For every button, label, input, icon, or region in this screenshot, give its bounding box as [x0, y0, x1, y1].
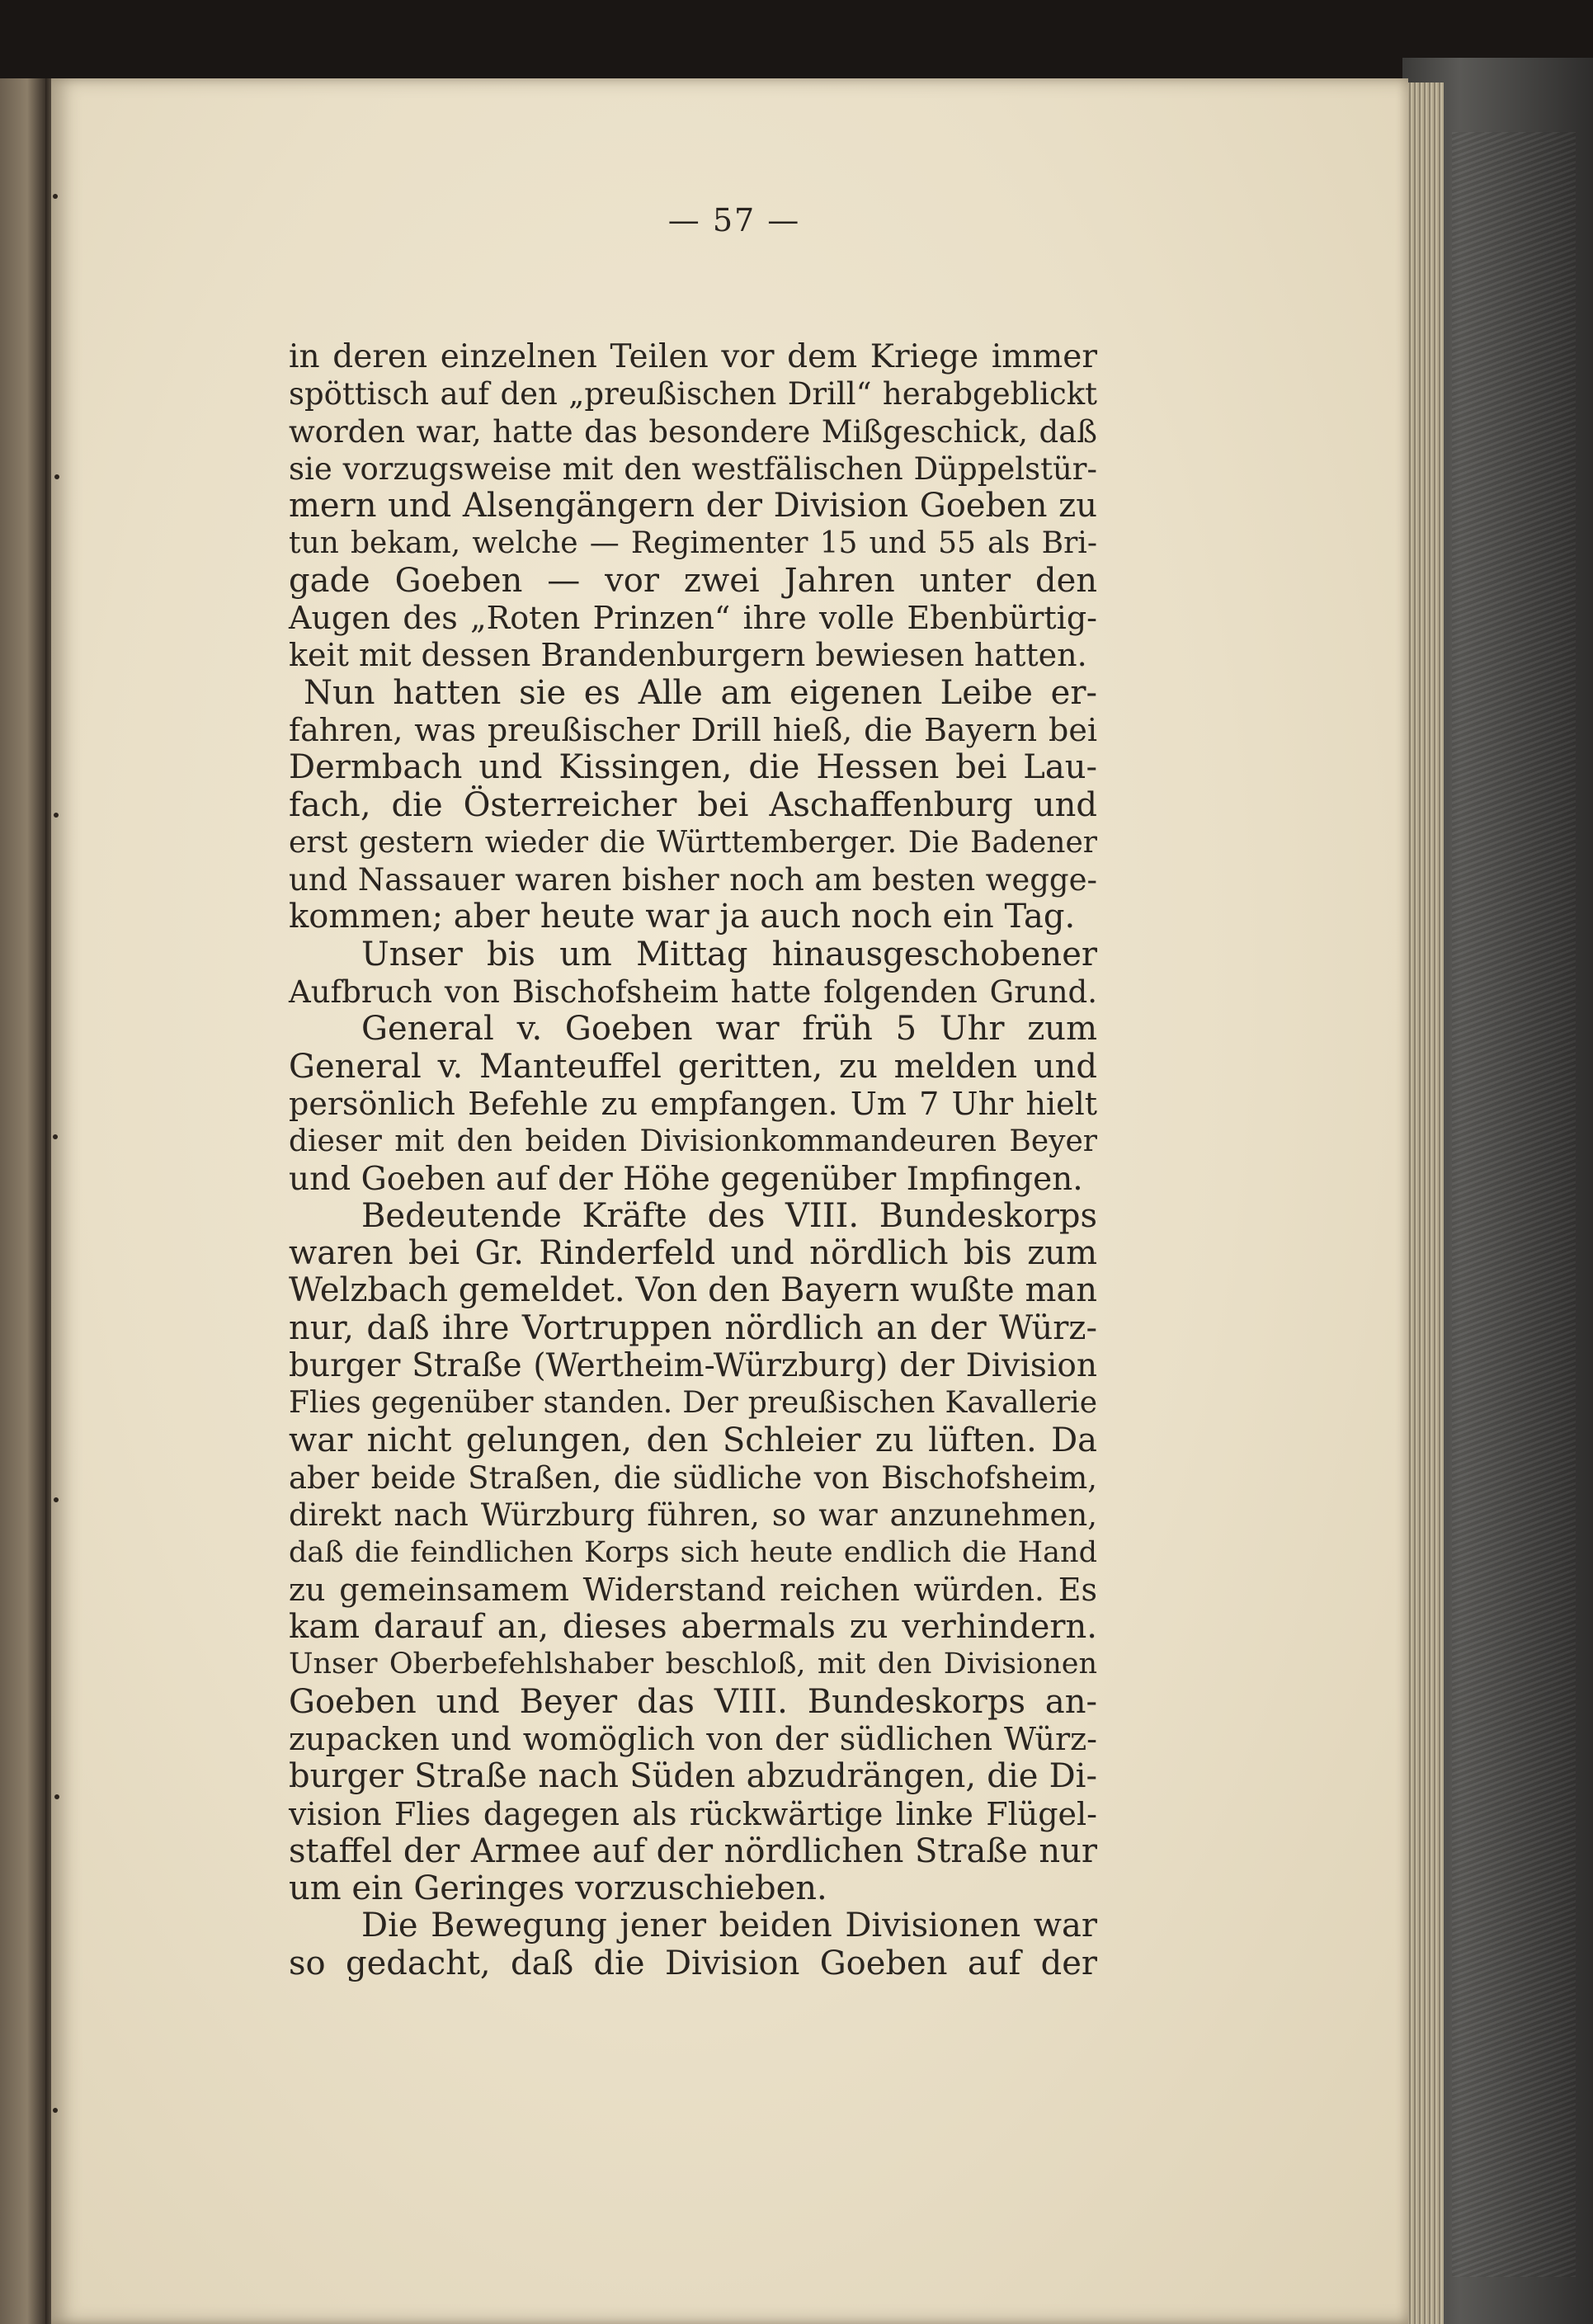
cover-texture	[1452, 132, 1576, 2277]
text-line: mern und Alsengängern der Division Goeben zu	[289, 487, 1097, 526]
text-line: Dermbach und Kissingen, die Hessen bei Lau-	[289, 748, 1097, 787]
text-line: zu gemeinsamem Widerstand reichen würden. Es	[289, 1571, 1097, 1608]
text-line: General v. Manteuffel geritten, zu melden und	[289, 1047, 1097, 1086]
left-page-edge	[0, 78, 45, 2324]
text-line: General v. Goeben war früh 5 Uhr zum	[361, 1010, 1097, 1049]
text-line: um ein Geringes vorzuschieben.	[289, 1869, 827, 1908]
page-edges	[1402, 82, 1444, 2324]
text-line: daß die feindlichen Korps sich heute endlich die Hand	[289, 1535, 1097, 1569]
text-line: in deren einzelnen Teilen vor dem Kriege immer	[289, 338, 1097, 375]
text-line: burger Straße (Wertheim-Würzburg) der Division	[289, 1347, 1097, 1385]
text-line: keit mit dessen Brandenburgern bewiesen hatten.	[289, 637, 1087, 674]
text-line: dieser mit den beiden Divisionkommandeuren Beyer	[289, 1124, 1097, 1159]
text-line: aber beide Straßen, die südliche von Bischofsheim,	[289, 1459, 1097, 1496]
text-line: kam darauf an, dieses abermals zu verhindern.	[289, 1608, 1097, 1647]
text-line: Die Bewegung jener beiden Divisionen war	[361, 1907, 1097, 1945]
text-line: Unser Oberbefehlshaber beschloß, mit den Divisionen	[289, 1648, 1097, 1681]
text-line: kommen; aber heute war ja auch noch ein Tag.	[289, 898, 1076, 936]
text-line: burger Straße nach Süden abzudrängen, die Di-	[289, 1757, 1097, 1796]
text-line: sie vorzugsweise mit den westfälischen Düppelstür-	[289, 450, 1097, 487]
text-line: war nicht gelungen, den Schleier zu lüften. Da	[289, 1421, 1097, 1459]
margin-mark	[53, 1134, 58, 1139]
text-line: fach, die Österreicher bei Aschaffenburg und	[289, 785, 1097, 824]
text-line: Nun hatten sie es Alle am eigenen Leibe er-	[304, 673, 1097, 712]
text-line: worden war, hatte das besondere Mißgeschick, daß	[289, 413, 1097, 450]
text-line: so gedacht, daß die Division Goeben auf der	[289, 1944, 1097, 1982]
margin-mark	[53, 2108, 58, 2113]
text-line: Goeben und Beyer das VIII. Bundeskorps an-	[289, 1682, 1097, 1721]
text-line: Bedeutende Kräfte des VIII. Bundeskorps	[361, 1196, 1097, 1235]
text-line: fahren, was preußischer Drill hieß, die Bayern bei	[289, 711, 1097, 748]
text-line: spöttisch auf den „preußischen Drill“ herabgeblickt	[289, 376, 1097, 412]
text-line: erst gestern wieder die Württemberger. Die Badener	[289, 825, 1097, 860]
text-line: persönlich Befehle zu empfangen. Um 7 Uhr hielt	[289, 1085, 1097, 1122]
text-line: und Nassauer waren bisher noch am besten wegge-	[289, 862, 1097, 898]
text-line: Aufbruch von Bischofsheim hatte folgenden Grund.	[289, 974, 1097, 1011]
margin-mark	[53, 194, 58, 199]
body-text	[289, 338, 1097, 1982]
margin-mark	[54, 1497, 59, 1502]
text-line: Unser bis um Mittag hinausgeschobener	[361, 935, 1097, 973]
text-line: tun bekam, welche — Regimenter 15 und 55 als Bri-	[289, 526, 1097, 561]
text-line: zupacken und womöglich von der südlichen Würz-	[289, 1720, 1097, 1757]
text-line: direkt nach Würzburg führen, so war anzunehmen,	[289, 1497, 1097, 1534]
text-line: Augen des „Roten Prinzen“ ihre volle Ebenbürtig-	[289, 600, 1097, 637]
margin-mark	[54, 813, 59, 818]
text-line: staffel der Armee auf der nördlichen Straße nur	[289, 1831, 1097, 1870]
text-line: nur, daß ihre Vortruppen nördlich an der Würz-	[289, 1308, 1097, 1347]
text-line: vision Flies dagegen als rückwärtige linke Flügel-	[289, 1795, 1097, 1832]
text-line: und Goeben auf der Höhe gegenüber Impfingen.	[289, 1160, 1083, 1198]
page-number: — 57 —	[667, 202, 801, 238]
text-line: gade Goeben — vor zwei Jahren unter den	[289, 561, 1097, 600]
text-line: waren bei Gr. Rinderfeld und nördlich bis zum	[289, 1234, 1097, 1273]
text-line: Flies gegenüber standen. Der preußischen Kavallerie	[289, 1386, 1097, 1421]
margin-mark	[54, 474, 59, 479]
text-line: Welzbach gemeldet. Von den Bayern wußte man	[289, 1271, 1097, 1310]
margin-mark	[54, 1794, 59, 1799]
